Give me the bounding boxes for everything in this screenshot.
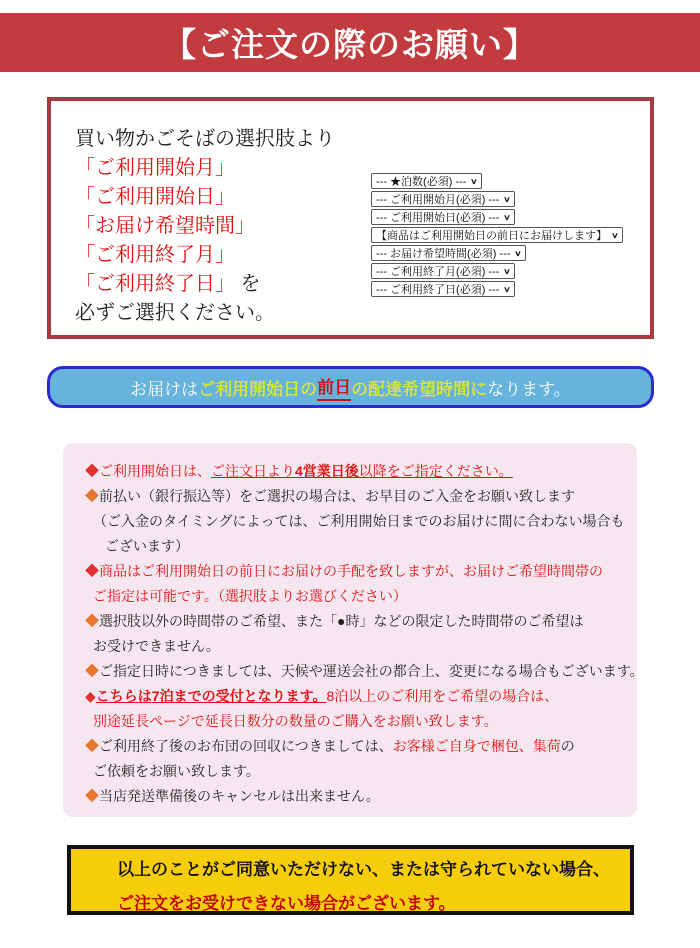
chevron-down-icon: ∨ [503,266,512,276]
end-month-select-label: --- ご利用終了月(必須) --- [376,266,500,278]
delivery-note-select[interactable] [371,227,623,243]
note-text: の [560,738,575,754]
note-text: （ご入金のタイミングによっては、ご利用開始日までのお届けに間に合わない場合も [93,513,625,529]
end-day-select-label: --- ご利用終了日(必須) --- [376,284,500,296]
note-text: ございます） [105,538,189,554]
delivery-time-select-label: --- お届け希望時間(必須) --- [376,248,511,260]
nights-select[interactable] [371,173,482,189]
bullet-diamond-icon: ◆ [85,563,99,579]
note-line [85,759,631,784]
bullet-diamond-icon: ◆ [85,663,99,679]
delivery-banner-text: お届けは [130,379,199,399]
bullet-diamond-icon: ◆ [85,463,99,479]
warning-line-2: ご注文をお受けできない場合がございます。 [117,894,456,913]
note-text: 4営業日後 [295,463,359,479]
start-day-select-label: --- ご利用開始日(必須) --- [376,212,500,224]
note-text: こちらは7泊までの受付となります。 [95,688,327,704]
delivery-banner-text: なります。 [487,379,571,399]
start-day-select[interactable] [371,209,515,225]
note-text: ご指定日時につきましては、天候や運送会社の都合上、変更になる場合もございます。 [99,663,644,679]
note-text: 前払い（銀行振込等）をご選択の場合は、お早目のご入金をお願い致します [99,488,575,504]
required-item-start-month: 「ご利用開始月」 [75,157,235,179]
note-text: 当店発送準備後のキャンセルは出来ません。 [99,788,380,804]
start-month-select-label: --- ご利用開始月(必須) --- [376,194,500,206]
chevron-down-icon: ∨ [503,212,512,222]
warning-line-1: 以上のことがご同意いただけない、または守られていない場合、 [117,860,610,879]
end-month-select[interactable] [371,263,515,279]
dropdown-group [371,173,623,297]
note-text: お受けできません。 [93,638,220,654]
note-line [85,584,631,609]
note-line [85,659,644,684]
bullet-diamond-icon: ◆ [85,788,99,804]
note-text: 以降をご指定ください。 [358,463,513,479]
notes-box [63,443,644,817]
start-month-select[interactable] [371,191,515,207]
note-line [85,684,631,709]
header-banner [0,13,700,72]
note-line [85,609,631,634]
particle-wo: を [235,273,261,295]
note-line [85,709,631,734]
note-text: ご注文日より [211,463,295,479]
note-text: ご利用終了後のお布団の回収につきましては、 [99,738,393,754]
note-line [85,634,631,659]
selection-box [47,97,654,339]
note-line [85,734,631,759]
required-item-start-day: 「ご利用開始日」 [75,186,235,208]
required-item-end-day-line [75,270,335,299]
chevron-down-icon: ∨ [503,194,512,204]
note-text: 選択肢以外の時間帯のご希望、また「●時」などの限定した時間帯のご希望は [99,613,584,629]
required-item-end-month: 「ご利用終了月」 [75,244,235,266]
selection-instructions [75,125,335,328]
chevron-down-icon: ∨ [611,230,619,240]
note-text: ご指定は可能です。（選択肢よりお選びください） [93,588,407,604]
note-text: お客様ご自身で梱包、集荷 [392,738,561,754]
required-item-delivery-time: 「お届け希望時間」 [75,215,255,237]
selection-outro: 必ずご選択ください。 [75,302,275,324]
delivery-banner [47,366,654,408]
required-item-end-day: 「ご利用終了日」 [75,273,235,295]
note-line [85,509,631,534]
bullet-diamond-icon: ◆ [85,688,96,704]
note-text: 商品はご利用開始日の前日にお届けの手配を致しますが、お届けご希望時間帯の [99,563,603,579]
delivery-banner-previous-day: 前日 [317,373,351,401]
bullet-diamond-icon: ◆ [85,488,99,504]
note-text: 8泊以上のご利用をご希望の場合は、 [326,688,559,704]
end-day-select[interactable] [371,281,515,297]
note-line [85,484,631,509]
chevron-down-icon: ∨ [503,284,512,294]
selection-intro: 買い物かごそばの選択肢より [75,128,335,150]
note-line [85,534,631,559]
nights-select-label: --- ★泊数(必須) --- [376,176,467,188]
delivery-note-select-label: 【商品はご利用開始日の前日にお届けします】 [376,230,607,242]
delivery-banner-highlight: ご利用開始日の [198,379,318,399]
delivery-banner-highlight: の配達希望時間に [351,379,488,399]
delivery-time-select[interactable] [371,245,526,261]
note-line [85,784,631,809]
chevron-down-icon: ∨ [514,248,523,258]
note-text: 別途延長ページで延長日数分の数量のご購入をお願い致します。 [93,713,498,729]
note-line [85,459,631,484]
bullet-diamond-icon: ◆ [85,738,99,754]
chevron-down-icon: ∨ [470,176,479,186]
warning-box [67,845,634,915]
note-text: ご依頼をお願い致します。 [93,763,260,779]
page-title: 【ご注文の際のお願い】 [163,26,537,63]
bullet-diamond-icon: ◆ [85,613,99,629]
note-text: ご利用開始日は、 [99,463,211,479]
note-line [85,559,631,584]
